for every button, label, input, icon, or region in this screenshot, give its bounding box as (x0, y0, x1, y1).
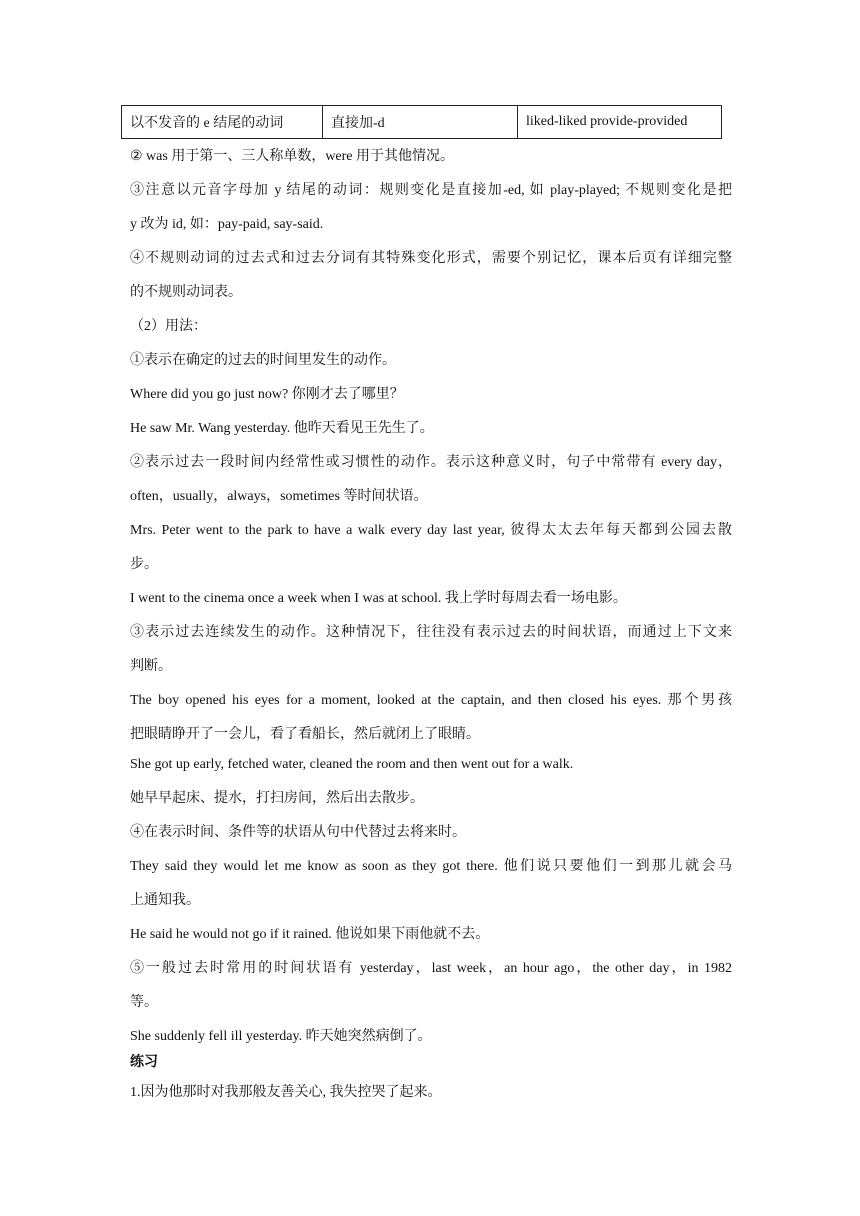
table-cell: 直接加-d (323, 106, 518, 139)
example-sentence: Where did you go just now? 你刚才去了哪里？ (130, 387, 404, 402)
text-line: 等。 (130, 995, 158, 1010)
example-sentence: He saw Mr. Wang yesterday. 他昨天看见王先生了。 (130, 421, 434, 436)
text-line: often，usually，always，sometimes 等时间状语。 (130, 489, 428, 504)
example-sentence: 上通知我。 (130, 893, 200, 908)
text-line: 的不规则动词表。 (130, 285, 242, 300)
text-line: ①表示在确定的过去的时间里发生的动作。 (130, 353, 396, 368)
text-line: ③表示过去连续发生的动作。这种情况下，往往没有表示过去的时间状语，而通过上下文来 (130, 625, 732, 640)
example-block (130, 789, 424, 809)
table-cell: liked-liked provide-provided (518, 106, 722, 139)
example-sentence: He said he would not go if it rained. 他说如果下雨他就不去。 (130, 927, 490, 942)
table-row (122, 106, 722, 139)
text-line: y 改为 id, 如：pay-paid, say-said. (130, 217, 324, 232)
example-sentence: She suddenly fell ill yesterday. 昨天她突然病倒了。 (130, 1029, 432, 1044)
example-sentence: 步。 (130, 557, 158, 572)
exercise-item: 1.因为他那时对我那般友善关心, 我失控哭了起来。 (130, 1085, 442, 1100)
example-sentence: She got up early, fetched water, cleaned the room and then went out for a walk. (130, 757, 574, 772)
text-line: ②表示过去一段时间内经常性或习惯性的动作。表示这种意义时，句子中常带有 every day， (130, 455, 732, 470)
table-cell: 以不发音的 e 结尾的动词 (122, 106, 323, 139)
text-line: ⑤一般过去时常用的时间状语有 yesterday，last week，an hour ago，the other day，in 1982 (130, 961, 732, 976)
text-line: ② was 用于第一、三人称单数，were 用于其他情况。 (130, 149, 455, 164)
text-line: 判断。 (130, 659, 172, 674)
body-text (130, 140, 732, 752)
example-sentence: Mrs. Peter went to the park to have a walk every day last year, 彼得太太去年每天都到公园去散 (130, 523, 732, 538)
text-line: ④在表示时间、条件等的状语从句中代替过去将来时。 (130, 825, 466, 840)
text-line: ④不规则动词的过去式和过去分词有其特殊变化形式，需要个别记忆，课本后页有详细完整 (130, 251, 732, 266)
section-heading: （2）用法： (130, 319, 207, 334)
example-sentence: 她早早起床、提水，打扫房间，然后出去散步。 (130, 791, 424, 806)
verb-rule-table (121, 105, 722, 139)
example-sentence: I went to the cinema once a week when I was at school. 我上学时每周去看一场电影。 (130, 591, 627, 606)
text-line: ③注意以元音字母加 y 结尾的动词：规则变化是直接加-ed, 如 play-played; 不规则变化是把 (130, 183, 732, 198)
example-block (130, 755, 573, 775)
body-text-continued (130, 816, 732, 1054)
example-sentence: They said they would let me know as soon as they got there. 他们说只要他们一到那儿就会马 (130, 859, 732, 874)
example-sentence: 把眼睛睁开了一会儿，看了看船长，然后就闭上了眼睛。 (130, 727, 480, 742)
example-sentence: The boy opened his eyes for a moment, looked at the captain, and then closed his eyes. 那个男孩 (130, 693, 732, 708)
exercise-heading: 练习 (130, 1055, 158, 1070)
